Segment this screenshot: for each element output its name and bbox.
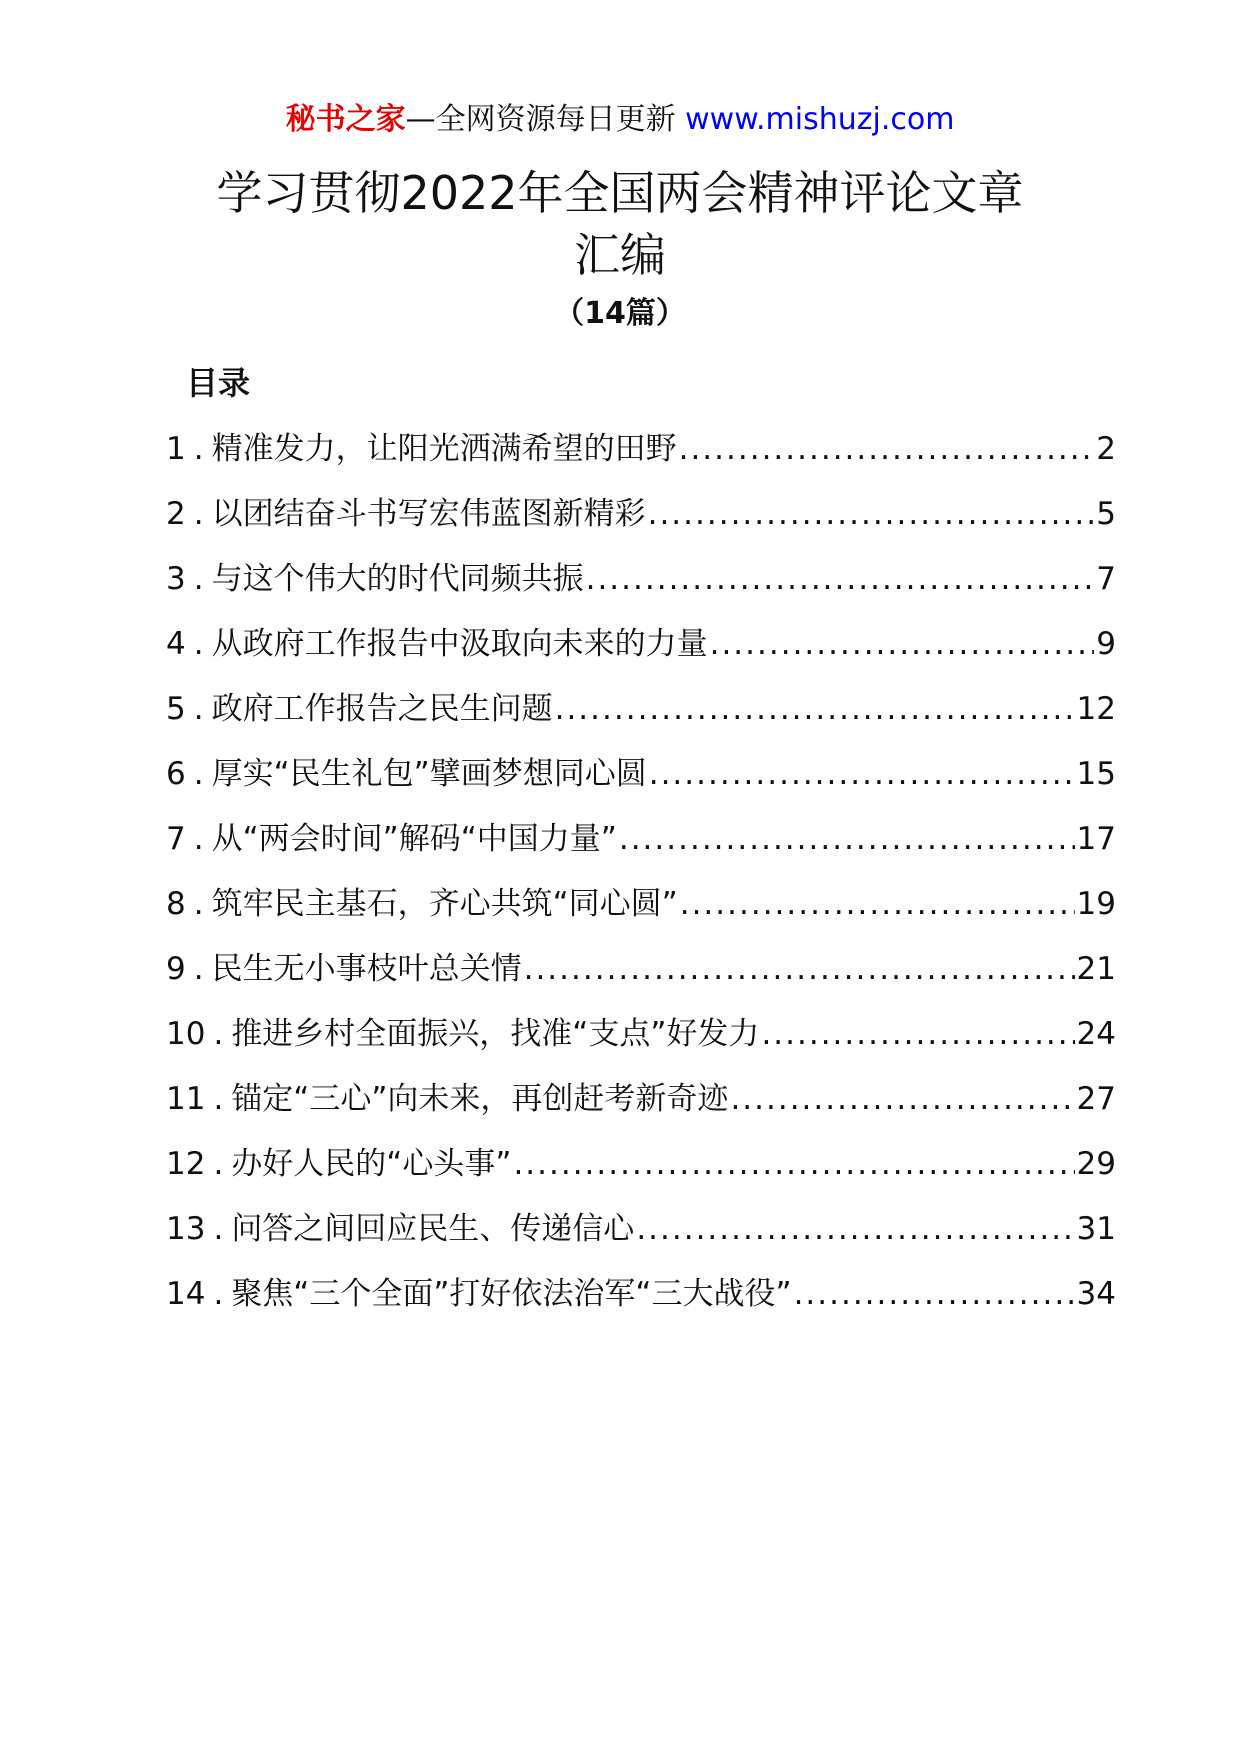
toc-entry-page-number: 17 [1076, 821, 1116, 857]
toc-entry-number: 9 [166, 951, 186, 987]
toc-leader-dots [524, 948, 1075, 990]
toc-entry[interactable] [166, 948, 1116, 1013]
toc-entry-number: 12 [166, 1146, 206, 1182]
brand-name: 秘书之家 [285, 102, 406, 137]
toc-entry-page-number: 29 [1076, 1146, 1116, 1182]
toc-entry-separator: . [193, 951, 204, 987]
table-of-contents [166, 428, 1116, 1338]
toc-entry-separator: . [193, 821, 204, 857]
toc-entry[interactable] [166, 1273, 1116, 1338]
toc-entry-separator: . [213, 1276, 224, 1312]
document-title [0, 162, 1240, 286]
toc-leader-dots [648, 493, 1095, 535]
toc-entry-number: 3 [166, 561, 186, 597]
toc-entry[interactable] [166, 623, 1116, 688]
toc-entry-number: 7 [166, 821, 186, 857]
toc-entry-title: 从政府工作报告中汲取向未来的力量 [211, 626, 708, 662]
toc-entry-title: 锚定“三心”向未来，再创赶考新奇迹 [231, 1081, 729, 1117]
toc-entry-number: 8 [166, 886, 186, 922]
toc-entry[interactable] [166, 1208, 1116, 1273]
toc-entry-number: 6 [166, 756, 186, 792]
header-tagline: —全网资源每日更新 [405, 102, 686, 137]
toc-leader-dots [679, 428, 1095, 470]
site-link[interactable]: www.mishuzj.com [685, 102, 955, 137]
toc-entry-page-number: 24 [1076, 1016, 1116, 1052]
toc-entry-title: 民生无小事枝叶总关情 [211, 951, 522, 987]
toc-entry-title: 办好人民的“心头事” [231, 1146, 512, 1182]
toc-heading: 目录 [186, 364, 251, 402]
toc-entry-page-number: 27 [1076, 1081, 1116, 1117]
toc-entry-title: 精准发力，让阳光洒满希望的田野 [211, 431, 677, 467]
title-line-2: 汇编 [574, 228, 666, 282]
toc-entry-page-number: 2 [1096, 431, 1116, 467]
toc-leader-dots [730, 1078, 1074, 1120]
toc-entry-page-number: 5 [1096, 496, 1116, 532]
toc-entry-page-number: 19 [1076, 886, 1116, 922]
toc-leader-dots [710, 623, 1095, 665]
toc-entry-page-number: 21 [1076, 951, 1116, 987]
toc-entry[interactable] [166, 1013, 1116, 1078]
toc-entry-separator: . [193, 626, 204, 662]
toc-leader-dots [761, 1013, 1074, 1055]
toc-entry-page-number: 34 [1076, 1276, 1116, 1312]
toc-entry-title: 聚焦“三个全面”打好依法治军“三大战役” [231, 1276, 792, 1312]
toc-entry-title: 政府工作报告之民生问题 [211, 691, 553, 727]
title-line-1: 学习贯彻2022年全国两会精神评论文章 [216, 166, 1024, 220]
toc-leader-dots [636, 1208, 1074, 1250]
toc-leader-dots [649, 753, 1075, 795]
toc-entry-separator: . [193, 496, 204, 532]
toc-entry[interactable] [166, 1143, 1116, 1208]
toc-entry-title: 问答之间回应民生、传递信心 [231, 1211, 635, 1247]
toc-leader-dots [619, 818, 1075, 860]
toc-entry-separator: . [213, 1146, 224, 1182]
toc-entry-title: 以团结奋斗书写宏伟蓝图新精彩 [211, 496, 646, 532]
toc-entry[interactable] [166, 1078, 1116, 1143]
toc-entry-page-number: 31 [1076, 1211, 1116, 1247]
toc-entry-separator: . [193, 886, 204, 922]
toc-entry-separator: . [213, 1016, 224, 1052]
toc-entry-page-number: 9 [1096, 626, 1116, 662]
toc-entry-number: 4 [166, 626, 186, 662]
toc-leader-dots [586, 558, 1095, 600]
toc-entry[interactable] [166, 818, 1116, 883]
toc-entry-title: 筑牢民主基石，齐心共筑“同心圆” [211, 886, 678, 922]
toc-entry-title: 推进乡村全面振兴，找准“支点”好发力 [231, 1016, 760, 1052]
toc-entry-separator: . [213, 1211, 224, 1247]
toc-entry[interactable] [166, 883, 1116, 948]
toc-entry-separator: . [193, 431, 204, 467]
toc-entry-number: 14 [166, 1276, 206, 1312]
toc-entry-number: 13 [166, 1211, 206, 1247]
toc-entry-number: 10 [166, 1016, 206, 1052]
toc-entry-title: 与这个伟大的时代同频共振 [211, 561, 584, 597]
toc-entry-number: 1 [166, 431, 186, 467]
toc-entry-separator: . [193, 691, 204, 727]
toc-entry-page-number: 15 [1076, 756, 1116, 792]
toc-entry-page-number: 12 [1076, 691, 1116, 727]
toc-entry-number: 11 [166, 1081, 206, 1117]
toc-entry[interactable] [166, 493, 1116, 558]
toc-leader-dots [680, 883, 1075, 925]
toc-leader-dots [513, 1143, 1074, 1185]
site-header [0, 100, 1240, 140]
toc-leader-dots [794, 1273, 1075, 1315]
toc-entry[interactable] [166, 688, 1116, 753]
toc-leader-dots [555, 688, 1075, 730]
toc-entry-title: 从“两会时间”解码“中国力量” [211, 821, 617, 857]
toc-entry-separator: . [193, 756, 204, 792]
toc-entry-separator: . [213, 1081, 224, 1117]
toc-entry-number: 5 [166, 691, 186, 727]
toc-entry-number: 2 [166, 496, 186, 532]
toc-entry-separator: . [193, 561, 204, 597]
toc-entry[interactable] [166, 558, 1116, 623]
toc-entry-page-number: 7 [1096, 561, 1116, 597]
toc-entry-title: 厚实“民生礼包”擘画梦想同心圆 [211, 756, 647, 792]
toc-entry[interactable] [166, 753, 1116, 818]
toc-entry[interactable] [166, 428, 1116, 493]
document-subtitle: （14篇） [554, 296, 686, 331]
